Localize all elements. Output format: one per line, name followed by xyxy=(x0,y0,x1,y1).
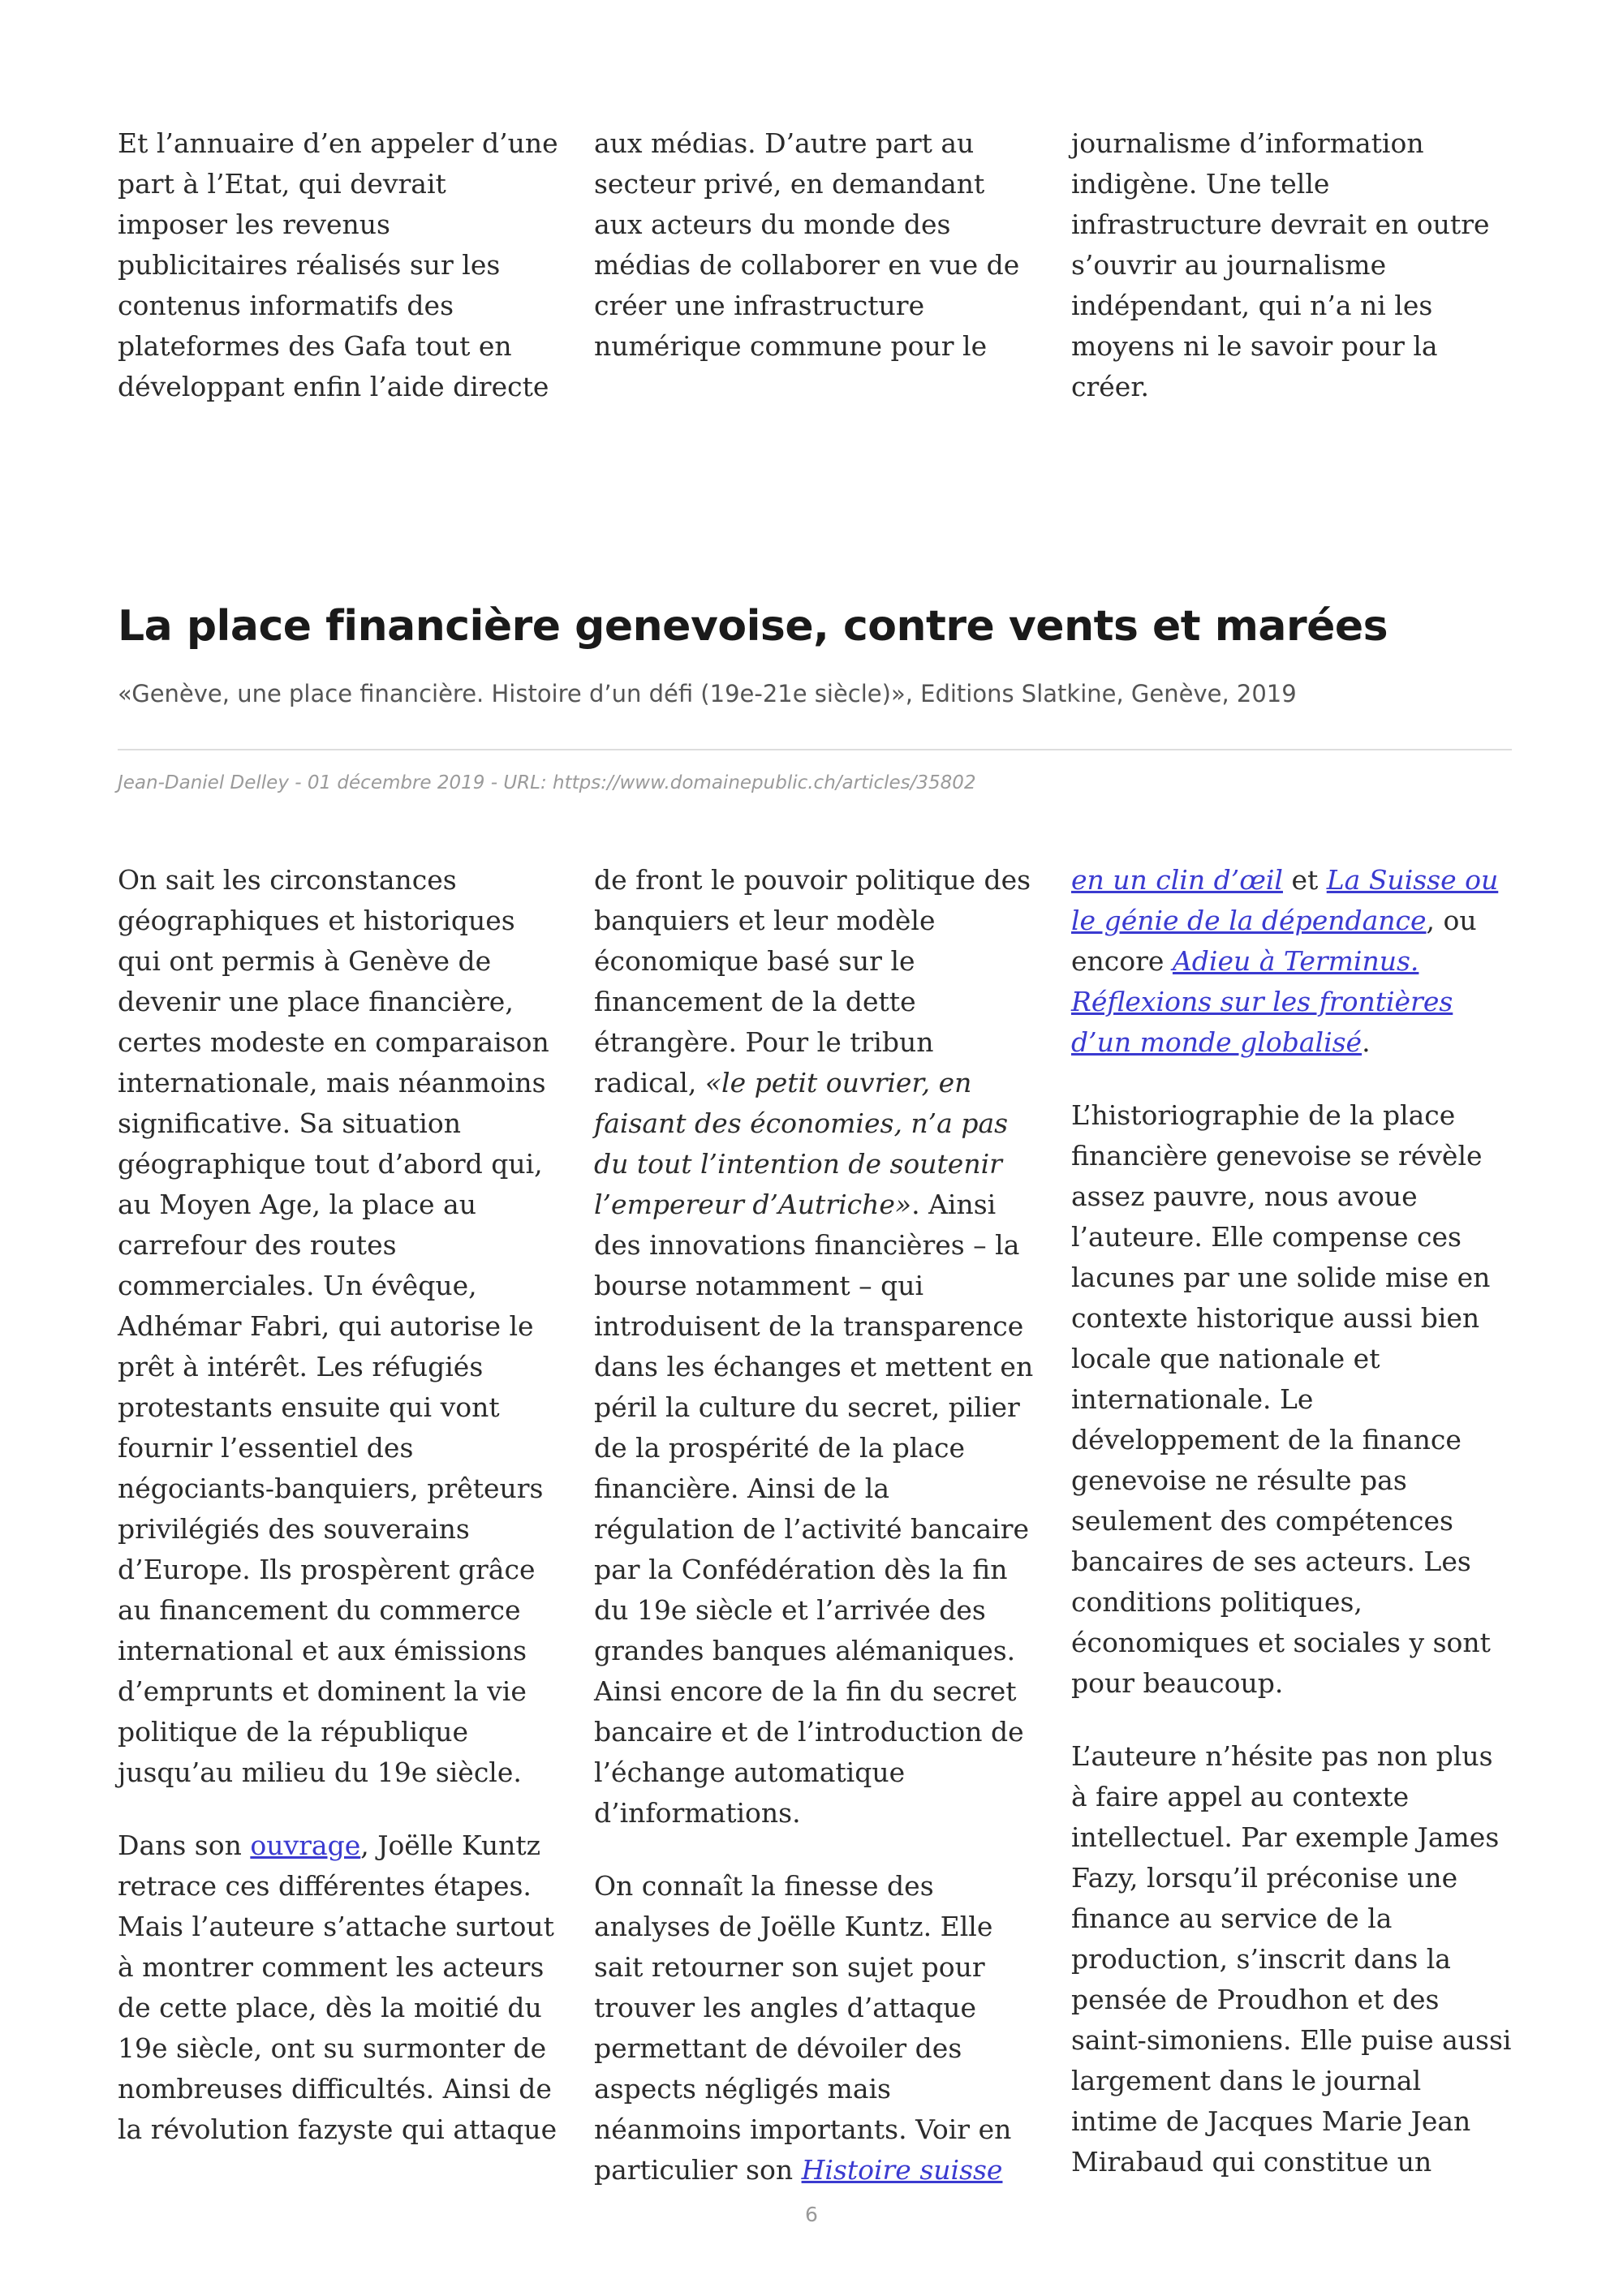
text-run: Dans son xyxy=(118,1829,251,1861)
article-column-2 xyxy=(594,860,1036,2223)
prev-article-column-2 xyxy=(594,123,1036,399)
paragraph xyxy=(594,860,1036,1834)
link-suisse-dependance[interactable]: La Suisse ou le génie de la dépendance xyxy=(1071,864,1499,936)
paragraph xyxy=(118,1825,560,2150)
paragraph: Et l’annuaire d’en appeler d’une part à l’Etat, qui devrait imposer les revenus publicitaires réalisés sur les contenus informatifs des plateformes des Gafa tout en développant enfin l’aide directe xyxy=(118,127,558,402)
quote: «le petit ouvrier, en faisant des économies, n’a pas du tout l’intention de soutenir l’empereur d’Autriche» xyxy=(594,1067,1009,1220)
paragraph: aux médias. D’autre part au secteur privé, en demandant aux acteurs du monde des médias de collaborer en vue de créer une infrastructure numérique commune pour le xyxy=(594,127,1020,362)
link-ouvrage[interactable]: ouvrage xyxy=(250,1829,361,1861)
link-adieu-terminus[interactable]: Adieu à Terminus. Réflexions sur les frontières d’un monde globalisé xyxy=(1071,945,1453,1058)
prev-article-column-1 xyxy=(118,123,560,440)
text-run: et xyxy=(1282,864,1327,896)
article-title: La place financière genevoise, contre vents et marées xyxy=(118,602,1388,651)
page-number: 6 xyxy=(805,2203,818,2226)
paragraph: journalisme d’information indigène. Une telle infrastructure devrait en outre s’ouvrir au journalisme indépendant, qui n’a ni les moyens ni le savoir pour la créer. xyxy=(1071,127,1490,402)
prev-article-column-3 xyxy=(1071,123,1513,440)
text-run: , Joëlle Kuntz retrace ces différentes étapes. Mais l’auteure s’attache surtout à montrer comment les acteurs de cette place, dès la moitié du 19e siècle, ont su surmonter de nombreuses difficultés. Ainsi de la révolution fazyste qui attaque xyxy=(118,1829,558,2145)
divider xyxy=(118,749,1512,750)
paragraph: L’auteure n’hésite pas non plus à faire appel au contexte intellectuel. Par exemple James Fazy, lorsqu’il préconise une finance au service de la production, s’inscrit dans la pensée de Proudhon et des saint-simoniens. Elle puise aussi largement dans le journal intime de Jacques Marie Jean Mirabaud qui constitue un xyxy=(1071,1740,1512,2178)
article-meta: Jean-Daniel Delley - 01 décembre 2019 - URL: https://www.domainepublic.ch/articles/35802 xyxy=(118,772,976,793)
text-run: de front le pouvoir politique des banquiers et leur modèle économique basé sur le financement de la dette étrangère. Pour le tribun radical, xyxy=(594,864,1031,1099)
link-histoire-suisse[interactable]: Histoire suisse xyxy=(801,2154,1003,2186)
paragraph xyxy=(1071,860,1513,1063)
article-column-3 xyxy=(1071,860,1513,2215)
text-run: On connaît la finesse des analyses de Joëlle Kuntz. Elle sait retourner son sujet pour trouver les angles d’attaque permettant de dévoiler des aspects négligés mais néanmoins importants. Voir en particulier son xyxy=(594,1870,1012,2186)
link-clin-doeil[interactable]: en un clin d’œil xyxy=(1071,864,1283,896)
text-run: . Ainsi des innovations financières – la bourse notamment – qui introduisent de la transparence dans les échanges et mettent en péril la culture du secret, pilier de la prospérité de la place financière. Ainsi de la régulation de l’activité bancaire par la Confédération dès la fin du 19e siècle et l’arrivée des grandes banques alémaniques. Ainsi encore de la fin du secret bancaire et de l’introduction de l’échange automatique d’informations. xyxy=(594,1189,1034,1829)
text-run: , ou encore xyxy=(1071,905,1477,977)
article-subtitle: «Genève, une place financière. Histoire d’un défi (19e-21e siècle)», Editions Slatkine, Genève, 2019 xyxy=(118,680,1297,707)
paragraph: On sait les circonstances géographiques et historiques qui ont permis à Genève de devenir une place financière, certes modeste en comparaison internationale, mais néanmoins significative. Sa situation géographique tout d’abord qui, au Moyen Age, la place au carrefour des routes commerciales. Un évêque, Adhémar Fabri, qui autorise le prêt à intérêt. Les réfugiés protestants ensuite qui vont fournir l’essentiel des négociants-banquiers, prêteurs privilégiés des souverains d’Europe. Ils prospèrent grâce au financement du commerce international et aux émissions d’emprunts et dominent la vie politique de la république jusqu’au milieu du 19e siècle. xyxy=(118,864,549,1788)
text-run: . xyxy=(1362,1026,1371,1058)
paragraph xyxy=(594,1866,1036,2191)
article-column-1 xyxy=(118,860,560,2182)
paragraph: L’historiographie de la place financière genevoise se révèle assez pauvre, nous avoue l’auteure. Elle compense ces lacunes par une solide mise en contexte historique aussi bien locale que nationale et internationale. Le développement de la finance genevoise ne résulte pas seulement des compétences bancaires de ses acteurs. Les conditions politiques, économiques et sociales y sont pour beaucoup. xyxy=(1071,1099,1491,1699)
